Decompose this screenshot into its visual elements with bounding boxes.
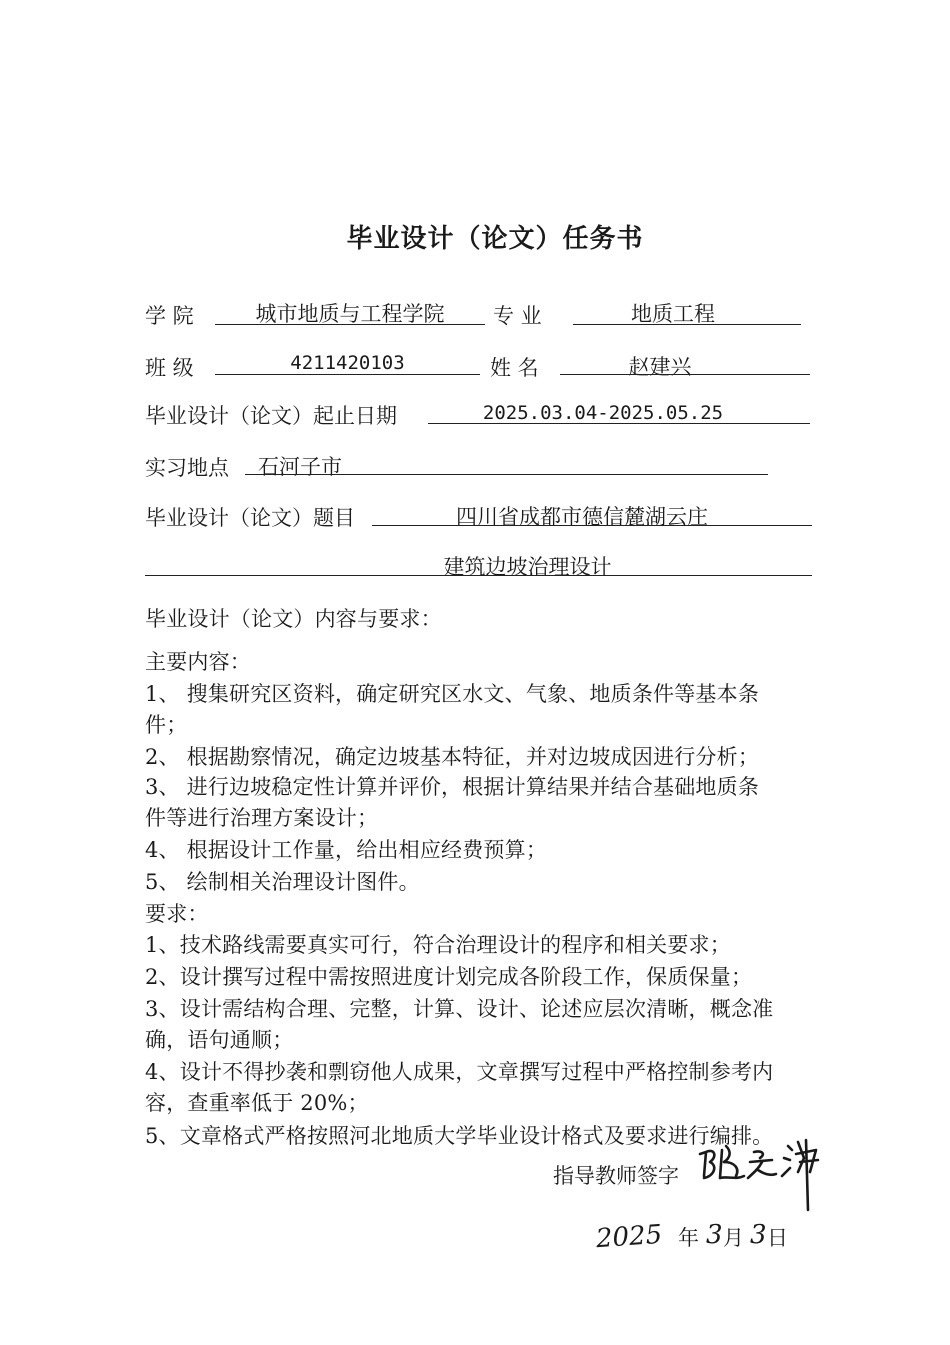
requirement-line: 3、设计需结构合理、完整，计算、设计、论述应层次清晰，概念准 [145, 997, 774, 1021]
main-content-line: 3、 进行边坡稳定性计算并评价，根据计算结果并结合基础地质条 [145, 775, 760, 799]
name-underline [560, 374, 810, 375]
class-label: 班 级 [145, 356, 194, 380]
topic-line-1: 四川省成都市德信麓湖云庄 [456, 505, 708, 529]
requirement-line: 容，查重率低于 20%； [145, 1091, 369, 1115]
dates-label: 毕业设计（论文）起止日期 [145, 404, 397, 428]
location-label: 实习地点 [145, 456, 229, 480]
date-month-suffix: 月 [723, 1226, 744, 1250]
major-label: 专 业 [493, 304, 542, 328]
requirement-line: 确，语句通顺； [145, 1028, 294, 1052]
main-content-line: 5、 绘制相关治理设计图件。 [145, 870, 420, 894]
dates-underline [428, 423, 810, 424]
requirement-line: 4、设计不得抄袭和剽窃他人成果，文章撰写过程中严格控制参考内 [145, 1060, 774, 1084]
topic-line-2: 建筑边坡治理设计 [443, 555, 612, 579]
major-underline [573, 324, 801, 325]
date-year-suffix: 年 [678, 1226, 699, 1250]
main-content-line: 4、 根据设计工作量，给出相应经费预算； [145, 838, 548, 862]
document-title: 毕业设计（论文）任务书 [346, 224, 644, 254]
topic-underline-2 [145, 575, 812, 576]
college-underline [215, 324, 485, 325]
date-month: 3 [706, 1220, 723, 1250]
requirement-line: 2、设计撰写过程中需按照进度计划完成各阶段工作，保质保量； [145, 965, 753, 989]
location-value: 石河子市 [258, 455, 342, 479]
content-heading: 毕业设计（论文）内容与要求： [145, 607, 442, 631]
college-label: 学 院 [145, 304, 194, 328]
main-content-line: 件等进行治理方案设计； [145, 806, 379, 830]
college-value: 城市地质与工程学院 [255, 302, 445, 326]
topic-underline-1 [372, 525, 812, 526]
name-value: 赵建兴 [628, 355, 692, 379]
date-year: 2025 [595, 1219, 664, 1255]
main-content-line: 件； [145, 713, 188, 737]
location-underline [245, 474, 768, 475]
requirement-line: 5、文章格式严格按照河北地质大学毕业设计格式及要求进行编排。 [145, 1124, 774, 1148]
main-content-line: 2、 根据勘察情况，确定边坡基本特征，并对边坡成因进行分析； [145, 745, 760, 769]
date-day: 3 [750, 1220, 767, 1250]
main-content-heading: 主要内容： [145, 650, 251, 674]
class-value: 4211420103 [290, 352, 405, 374]
signature-label: 指导教师签字 [553, 1164, 679, 1188]
handwritten-signature [692, 1132, 827, 1212]
date-day-suffix: 日 [767, 1226, 788, 1250]
class-underline [215, 374, 480, 375]
major-value: 地质工程 [631, 302, 715, 326]
topic-label: 毕业设计（论文）题目 [145, 506, 355, 530]
requirement-line: 1、技术路线需要真实可行，符合治理设计的程序和相关要求； [145, 933, 731, 957]
main-content-line: 1、 搜集研究区资料，确定研究区水文、气象、地质条件等基本条 [145, 682, 760, 706]
name-label: 姓 名 [490, 356, 539, 380]
requirements-heading: 要求： [145, 902, 209, 926]
dates-value: 2025.03.04-2025.05.25 [482, 402, 724, 424]
